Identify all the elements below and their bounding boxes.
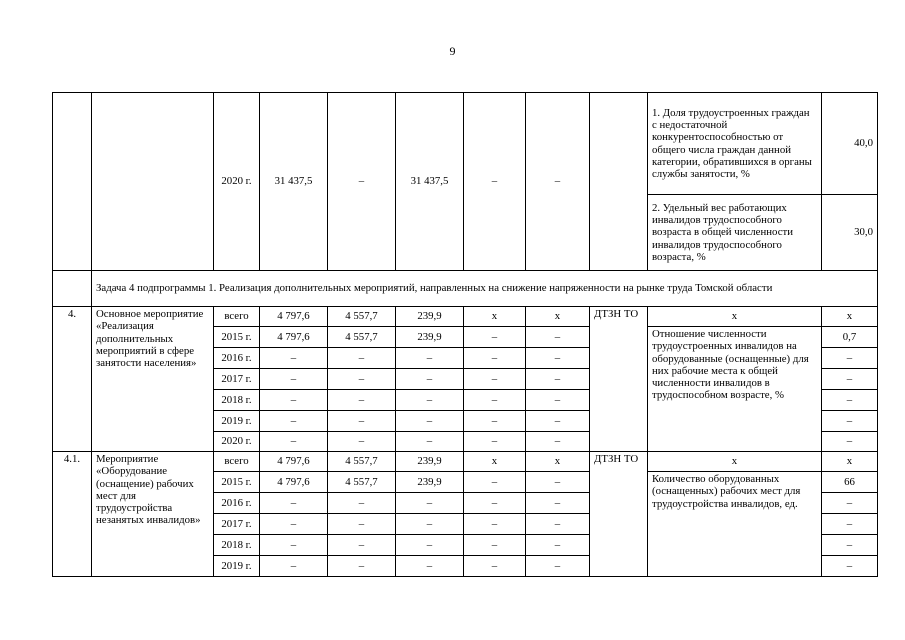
federal-cell: 4 557,7 xyxy=(328,472,396,493)
total-cell: – xyxy=(260,369,328,390)
other-cell: – xyxy=(526,493,590,514)
other-cell: х xyxy=(526,307,590,327)
regional-cell: 239,9 xyxy=(396,307,464,327)
regional-cell: 239,9 xyxy=(396,472,464,493)
executor-cell: ДТЗН ТО xyxy=(590,452,648,577)
other-cell: – xyxy=(526,432,590,452)
indicator-value: 30,0 xyxy=(822,195,878,271)
regional-cell: – xyxy=(396,432,464,452)
federal-cell: – xyxy=(328,493,396,514)
indicator-text: Количество оборудованных (оснащенных) рабочих мест для трудоустройства инвалидов, ед. xyxy=(648,472,822,577)
section-name: Основное мероприятие «Реализация дополнительных мероприятий в сфере занятости населения» xyxy=(92,307,214,452)
regional-cell: 239,9 xyxy=(396,327,464,348)
year-cell: 2018 г. xyxy=(214,390,260,411)
indicator-value: 0,7 xyxy=(822,327,878,348)
indicator-value: – xyxy=(822,514,878,535)
federal-cell: 4 557,7 xyxy=(328,307,396,327)
total-cell: – xyxy=(260,432,328,452)
regional-cell: – xyxy=(396,556,464,577)
year-cell: 2015 г. xyxy=(214,472,260,493)
name-cell xyxy=(92,93,214,271)
indicator-header-value: х xyxy=(822,307,878,327)
federal-cell: – xyxy=(328,535,396,556)
indicator-value: – xyxy=(822,493,878,514)
total-cell: – xyxy=(260,514,328,535)
other-cell: – xyxy=(526,411,590,432)
total-cell: – xyxy=(260,411,328,432)
indicator-value: – xyxy=(822,390,878,411)
year-cell: 2020 г. xyxy=(214,93,260,271)
year-cell: всего xyxy=(214,307,260,327)
year-cell: 2016 г. xyxy=(214,348,260,369)
federal-cell: 4 557,7 xyxy=(328,327,396,348)
local-cell: – xyxy=(464,556,526,577)
indicator-value: – xyxy=(822,348,878,369)
year-cell: 2019 г. xyxy=(214,556,260,577)
local-cell: – xyxy=(464,411,526,432)
regional-cell: – xyxy=(396,348,464,369)
indicator-value: – xyxy=(822,556,878,577)
federal-cell: – xyxy=(328,432,396,452)
regional-cell: – xyxy=(396,369,464,390)
total-cell: 4 797,6 xyxy=(260,307,328,327)
executor-cell xyxy=(590,93,648,271)
total-cell: – xyxy=(260,493,328,514)
local-cell: – xyxy=(464,327,526,348)
local-cell: – xyxy=(464,348,526,369)
indicator-value: – xyxy=(822,432,878,452)
federal-cell: – xyxy=(328,411,396,432)
year-cell: 2017 г. xyxy=(214,369,260,390)
local-cell: – xyxy=(464,390,526,411)
year-cell: 2016 г. xyxy=(214,493,260,514)
other-cell: – xyxy=(526,327,590,348)
federal-cell: – xyxy=(328,390,396,411)
regional-cell: – xyxy=(396,390,464,411)
regional-cell: – xyxy=(396,514,464,535)
indicator-header: х xyxy=(648,307,822,327)
other-cell: – xyxy=(526,369,590,390)
local-cell: – xyxy=(464,493,526,514)
regional-cell: 239,9 xyxy=(396,452,464,472)
year-cell: 2020 г. xyxy=(214,432,260,452)
total-cell: 31 437,5 xyxy=(260,93,328,271)
local-cell: – xyxy=(464,432,526,452)
local-cell: – xyxy=(464,535,526,556)
local-cell: х xyxy=(464,452,526,472)
page-number: 9 xyxy=(449,44,456,58)
total-cell: – xyxy=(260,535,328,556)
other-cell: – xyxy=(526,348,590,369)
table-row xyxy=(53,452,878,472)
table-row xyxy=(53,307,878,327)
local-cell: – xyxy=(464,514,526,535)
federal-cell: – xyxy=(328,348,396,369)
indicator-text: 1. Доля трудоустроенных граждан с недостаточной конкурентоспособностью от общего числа граждан данной категории, обратившихся в органы службы занятости, % xyxy=(648,93,822,195)
section-name: Мероприятие «Оборудование (оснащение) рабочих мест для трудоустройства незанятых инвалидов» xyxy=(92,452,214,577)
total-cell: 4 797,6 xyxy=(260,327,328,348)
federal-cell: 4 557,7 xyxy=(328,452,396,472)
local-cell: – xyxy=(464,369,526,390)
task-number-cell xyxy=(53,271,92,307)
year-cell: 2015 г. xyxy=(214,327,260,348)
year-cell: всего xyxy=(214,452,260,472)
indicator-value: – xyxy=(822,369,878,390)
federal-cell: – xyxy=(328,556,396,577)
regional-cell: – xyxy=(396,535,464,556)
other-cell: – xyxy=(526,93,590,271)
indicator-text: 2. Удельный вес работающих инвалидов трудоспособного возраста в общей численности инвалидов трудоспособного возраста, % xyxy=(648,195,822,271)
other-cell: – xyxy=(526,514,590,535)
indicator-value: 66 xyxy=(822,472,878,493)
indicator-value: – xyxy=(822,535,878,556)
total-cell: 4 797,6 xyxy=(260,452,328,472)
year-cell: 2018 г. xyxy=(214,535,260,556)
local-cell: х xyxy=(464,307,526,327)
other-cell: – xyxy=(526,556,590,577)
indicator-header-value: х xyxy=(822,452,878,472)
task-title: Задача 4 подпрограммы 1. Реализация дополнительных мероприятий, направленных на снижение напряженности на рынке труда Томской области xyxy=(92,271,878,307)
federal-cell: – xyxy=(328,369,396,390)
total-cell: – xyxy=(260,556,328,577)
indicator-header: х xyxy=(648,452,822,472)
federal-cell: – xyxy=(328,514,396,535)
local-cell: – xyxy=(464,472,526,493)
regional-cell: – xyxy=(396,493,464,514)
table-row xyxy=(53,93,878,195)
indicator-text: Отношение численности трудоустроенных инвалидов на оборудованные (оснащенные) для них рабочие места к общей численности инвалидов в трудоспособном возрасте, % xyxy=(648,327,822,452)
total-cell: 4 797,6 xyxy=(260,472,328,493)
year-cell: 2017 г. xyxy=(214,514,260,535)
other-cell: – xyxy=(526,472,590,493)
number-cell xyxy=(53,93,92,271)
indicator-value: – xyxy=(822,411,878,432)
regional-cell: – xyxy=(396,411,464,432)
regional-cell: 31 437,5 xyxy=(396,93,464,271)
local-cell: – xyxy=(464,93,526,271)
other-cell: – xyxy=(526,390,590,411)
total-cell: – xyxy=(260,348,328,369)
executor-cell: ДТЗН ТО xyxy=(590,307,648,452)
federal-cell: – xyxy=(328,93,396,271)
indicator-value: 40,0 xyxy=(822,93,878,195)
task-row xyxy=(53,271,878,307)
section-number: 4.1. xyxy=(53,452,92,577)
other-cell: х xyxy=(526,452,590,472)
other-cell: – xyxy=(526,535,590,556)
program-table xyxy=(52,92,878,577)
section-number: 4. xyxy=(53,307,92,452)
year-cell: 2019 г. xyxy=(214,411,260,432)
total-cell: – xyxy=(260,390,328,411)
